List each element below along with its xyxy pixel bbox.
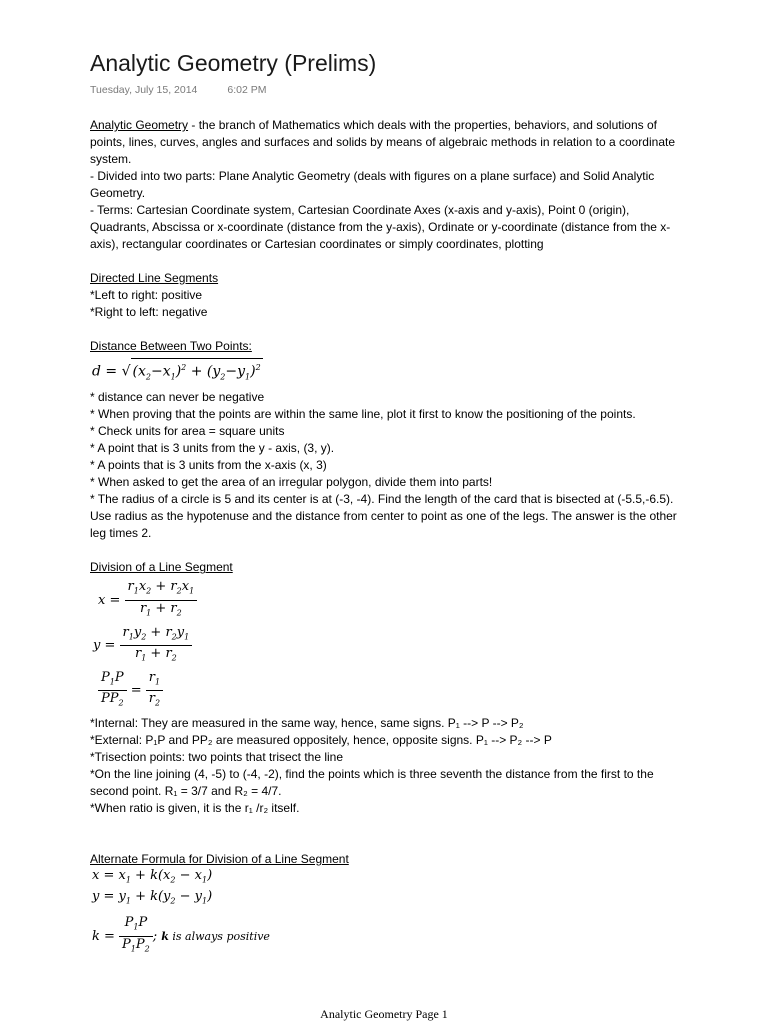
directed-right-to-left — [90, 304, 680, 321]
note-text: * When proving that the points are within the same line, — [90, 407, 387, 422]
internal-label: *Internal: — [90, 716, 139, 731]
external-label: *External: — [90, 733, 143, 748]
note-time: 6:02 PM — [227, 84, 267, 96]
intro-parts — [90, 168, 680, 202]
division-example: *On the line joining (4, -5) to (-4, -2), find the points which is three seventh the distance from the first to the second point. R₁ = 3/7 and R₂ = 4/7. — [90, 767, 654, 799]
l2r-label: *Left to right: — [90, 288, 159, 302]
section-heading-alternate: Alternate Formula for Division of a Line Segment — [90, 852, 349, 867]
directed-left-to-right — [90, 287, 680, 304]
note-text: * Check units for — [90, 424, 182, 439]
note-text: * When asked to get the area of an irregular polygon, — [90, 475, 375, 490]
division-formula-x: x = $\frac{r_1x_2 + r_2x_1}{r_1 + r_2}$ — [98, 579, 680, 621]
parts-end: . — [141, 186, 146, 200]
note-date: Tuesday, July 15, 2014 — [90, 84, 198, 96]
terms-text: Cartesian Coordinate system, Cartesian Coordinate Axes (x-axis and y-axis), Point 0 (origin), Quadrants, Abscissa or x-coordinate (distance from the y-axis), Ordinate or y-coordinate (distance from the x-axis), rectangular coordinates or Cartesian coordinates or simply coordinates, plotting — [90, 203, 671, 251]
terms-prefix: - — [90, 203, 98, 217]
r2l-value: negative — [158, 305, 208, 319]
section-heading-directed: Directed Line Segments — [90, 271, 219, 285]
division-ratio-formula: $\frac{P_1P}{PP_2}$ = $\frac{r_1}{r_2}$ — [98, 670, 680, 712]
note-emphasis: (x, 3) — [299, 458, 327, 473]
note-body — [90, 117, 680, 960]
intro-definition: - the branch of Mathematics which deals with the properties, behaviors, and solutions of points, lines, curves, angles and surfaces and solids by means of algebraic methods in relation to a coordinate system. — [90, 118, 675, 166]
terms-label: Terms: — [97, 203, 134, 217]
internal-text: They are measured in the same way, hence, same signs. P₁ --> P --> P₂ — [138, 716, 524, 731]
distance-note-6 — [90, 474, 680, 491]
intro-paragraph — [90, 117, 680, 168]
alternate-formula-x: $x = x_1 + k(x_2 - x_1)$ — [92, 868, 213, 885]
note-emphasis: (3, y) — [303, 441, 331, 456]
alternate-formula-k: k = $\frac{P_1P}{P_1P_2}$ ; k is always positive — [92, 915, 270, 954]
part-solid: Solid Analytic Geometry — [90, 169, 655, 200]
note-emphasis: Use radius as the hypotenuse and the distance from center to point as one of the legs. The answer is the other leg times 2. — [90, 509, 677, 541]
trisect-label: *Trisection points: — [90, 750, 185, 765]
distance-note-3 — [90, 423, 680, 440]
external-text: P₁P and PP₂ are measured oppositely, hence, opposite signs. P₁ --> P₂ --> P — [142, 733, 552, 748]
distance-note-4 — [90, 440, 680, 457]
note-text: * A point that is 3 units from the y - axis, — [90, 441, 304, 456]
part-plane: Plane Analytic Geometry — [218, 169, 351, 183]
intro-term: Analytic Geometry — [90, 118, 189, 132]
page-title: Analytic Geometry (Prelims) — [90, 50, 377, 76]
division-external — [90, 732, 680, 749]
division-internal — [90, 715, 680, 732]
part-plane-desc: (deals with figures on a plane surface) and — [350, 169, 583, 183]
section-heading-distance: Distance Between Two Points: — [90, 339, 252, 353]
alternate-formula-y: $y = y_1 + k(y_2 - y_1)$ — [92, 888, 213, 906]
note-emphasis: area = square units — [181, 424, 285, 439]
section-heading-division: Division of a Line Segment — [90, 560, 233, 575]
note-text: * distance can never be — [90, 390, 219, 405]
note-text-rest: it first to know the positioning of the points. — [406, 407, 636, 422]
division-ratio-note: *When ratio is given, it is the r₁ /r₂ itself. — [90, 801, 300, 816]
division-trisection — [90, 749, 680, 766]
k-note: is always positive — [172, 929, 270, 943]
distance-note-7 — [90, 491, 680, 542]
note-text: * A points that is 3 units from the x-axis — [90, 458, 300, 473]
note-timestamp — [90, 84, 267, 96]
note-emphasis: plot — [386, 407, 407, 422]
l2r-value: positive — [158, 288, 203, 302]
r2l-label: *Right to left: — [90, 305, 159, 319]
intro-terms — [90, 202, 680, 253]
distance-formula: d = √ $(x_2-x_1)^2 + (y_2-y_1)^2$ — [92, 358, 680, 385]
note-emphasis: divide them into parts! — [374, 475, 493, 490]
parts-prefix: - Divided into two parts: — [90, 169, 219, 183]
note-text: * The radius of a circle is 5 and its center is at (-3, -4). Find the length of the card that is bisected at (-5.5,-6.5). — [90, 492, 674, 507]
page-footer: Analytic Geometry Page 1 — [320, 1007, 448, 1021]
distance-note-1 — [90, 389, 680, 406]
distance-note-5 — [90, 457, 680, 474]
trisect-text: two points that trisect the line — [184, 750, 344, 765]
note-end: . — [330, 441, 335, 456]
note-emphasis: negative — [218, 390, 265, 405]
distance-note-2 — [90, 406, 680, 423]
division-formula-y: y = $\frac{r_1y_2 + r_2y_1}{r_1 + r_2}$ — [93, 625, 680, 667]
